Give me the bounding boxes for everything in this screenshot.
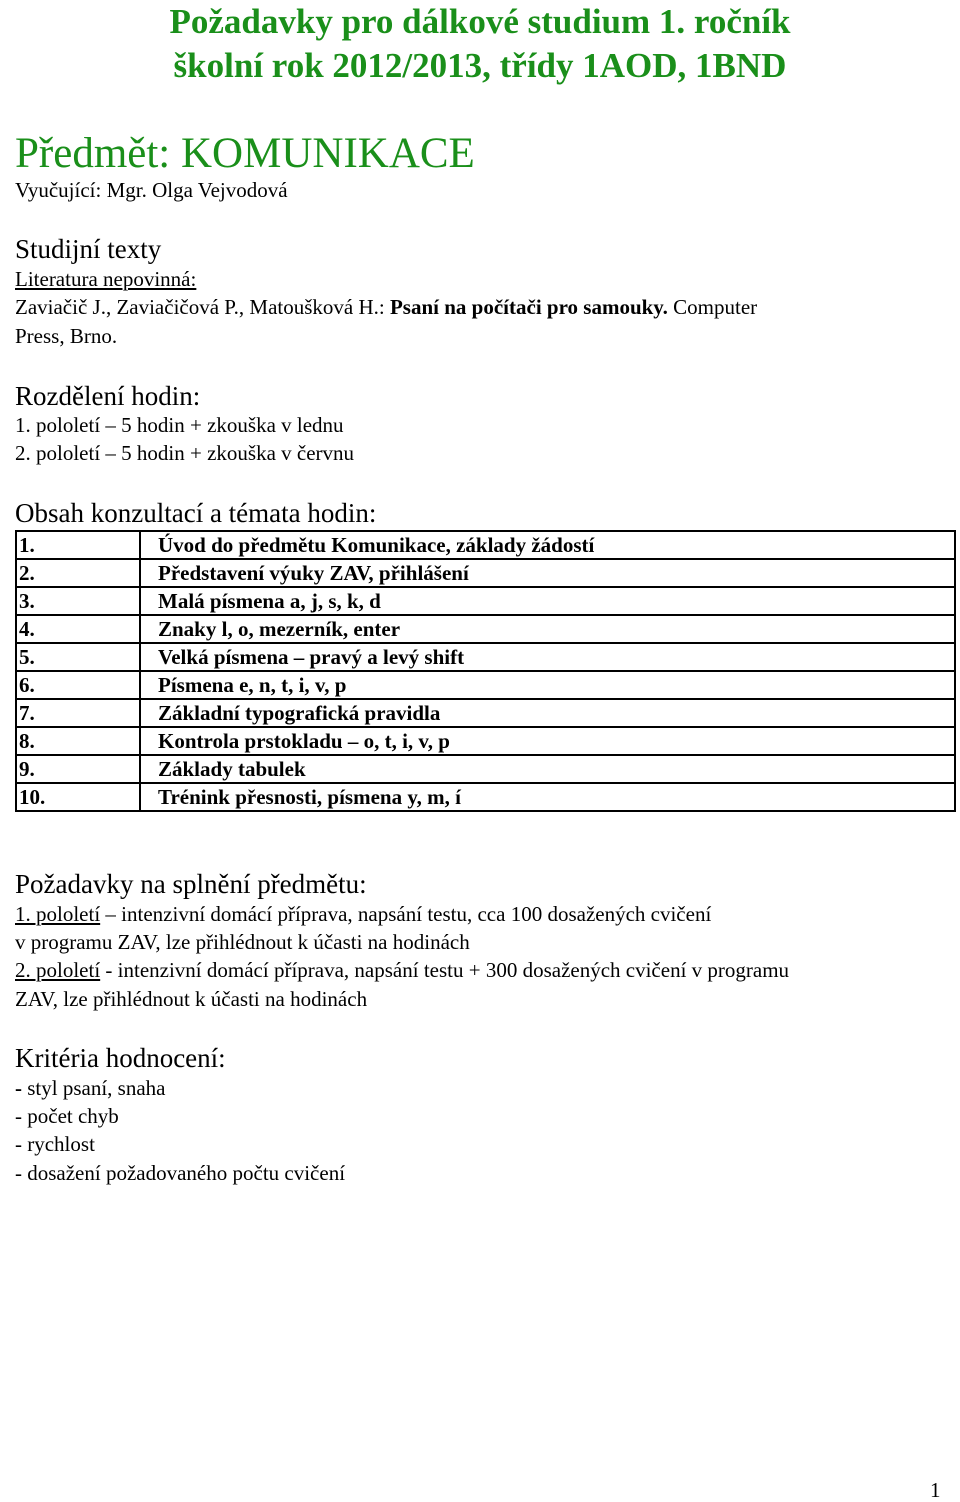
topics-table (15, 530, 956, 812)
topic-number: 5. (16, 643, 140, 671)
criteria-item: - rychlost (15, 1132, 95, 1156)
requirements-semester-1 (15, 900, 711, 928)
reference-book-title: Psaní na počítači pro samouky. (389, 295, 668, 319)
semester-2-text: - intenzivní domácí příprava, napsání testu + 300 dosažených cvičení v programu (100, 958, 790, 982)
topic-label: Úvod do předmětu Komunikace, základy žádostí (140, 531, 955, 559)
topic-number: 10. (16, 783, 140, 811)
requirements-heading: Požadavky na splnění předmětu: (15, 869, 367, 899)
topic-row (16, 643, 955, 671)
semester-2-label: 2. pololetí (15, 958, 101, 982)
criteria-heading: Kritéria hodnocení: (15, 1043, 226, 1073)
hours-heading: Rozdělení hodin: (15, 381, 201, 411)
topic-label: Malá písmena a, j, s, k, d (140, 587, 955, 615)
topic-number: 3. (16, 587, 140, 615)
topic-label: Velká písmena – pravý a levý shift (140, 643, 955, 671)
subject-title: Předmět: KOMUNIKACE (15, 130, 475, 177)
page-number: 1 (930, 1478, 941, 1502)
reference-authors: Zaviačič J., Zaviačičová P., Matoušková H.: (15, 295, 390, 319)
document-title-line-2: školní rok 2012/2013, třídy 1AOD, 1BND (173, 46, 787, 85)
topic-number: 9. (16, 755, 140, 783)
topic-label: Základy tabulek (140, 755, 955, 783)
requirements-semester-2 (15, 956, 789, 984)
criteria-item-text: styl psaní, snaha (22, 1076, 166, 1100)
topic-row (16, 783, 955, 811)
topic-number: 4. (16, 615, 140, 643)
topic-row (16, 727, 955, 755)
literature-label: Literatura nepovinná: (15, 267, 197, 291)
topic-label: Trénink přesnosti, písmena y, m, í (140, 783, 955, 811)
topic-number: 1. (16, 531, 140, 559)
literature-reference (15, 293, 757, 321)
topic-row (16, 699, 955, 727)
topic-label: Znaky l, o, mezerník, enter (140, 615, 955, 643)
topics-heading: Obsah konzultací a témata hodin: (15, 498, 377, 528)
topic-number: 6. (16, 671, 140, 699)
reference-publisher: Computer (667, 295, 758, 319)
hours-semester-1: 1. pololetí – 5 hodin + zkouška v lednu (15, 413, 344, 437)
topic-label: Písmena e, n, t, i, v, p (140, 671, 955, 699)
topic-label: Kontrola prstokladu – o, t, i, v, p (140, 727, 955, 755)
topic-row (16, 615, 955, 643)
teacher-line: Vyučující: Mgr. Olga Vejvodová (15, 178, 288, 202)
topic-row (16, 671, 955, 699)
topic-number: 2. (16, 559, 140, 587)
topic-row (16, 559, 955, 587)
requirements-semester-1-line-2: v programu ZAV, lze přihlédnout k účasti na hodinách (15, 930, 470, 954)
topic-label: Představení výuky ZAV, přihlášení (140, 559, 955, 587)
requirements-semester-2-line-2: ZAV, lze přihlédnout k účasti na hodinách (15, 987, 368, 1011)
criteria-item: - počet chyb (15, 1104, 119, 1128)
topic-row (16, 755, 955, 783)
literature-reference-line-2: Press, Brno. (15, 324, 118, 348)
hours-semester-2: 2. pololetí – 5 hodin + zkouška v červnu (15, 441, 355, 465)
topic-row (16, 587, 955, 615)
topic-row (16, 531, 955, 559)
semester-1-label: 1. pololetí (15, 902, 101, 926)
document-title-line-1: Požadavky pro dálkové studium 1. ročník (169, 2, 791, 41)
topic-label: Základní typografická pravidla (140, 699, 955, 727)
semester-1-text: – intenzivní domácí příprava, napsání testu, cca 100 dosažených cvičení (100, 902, 712, 926)
criteria-item (15, 1074, 165, 1102)
study-texts-heading: Studijní texty (15, 234, 162, 264)
criteria-item: - dosažení požadovaného počtu cvičení (15, 1161, 346, 1185)
topic-number: 7. (16, 699, 140, 727)
criteria-item-dash: - (15, 1076, 22, 1100)
topic-number: 8. (16, 727, 140, 755)
